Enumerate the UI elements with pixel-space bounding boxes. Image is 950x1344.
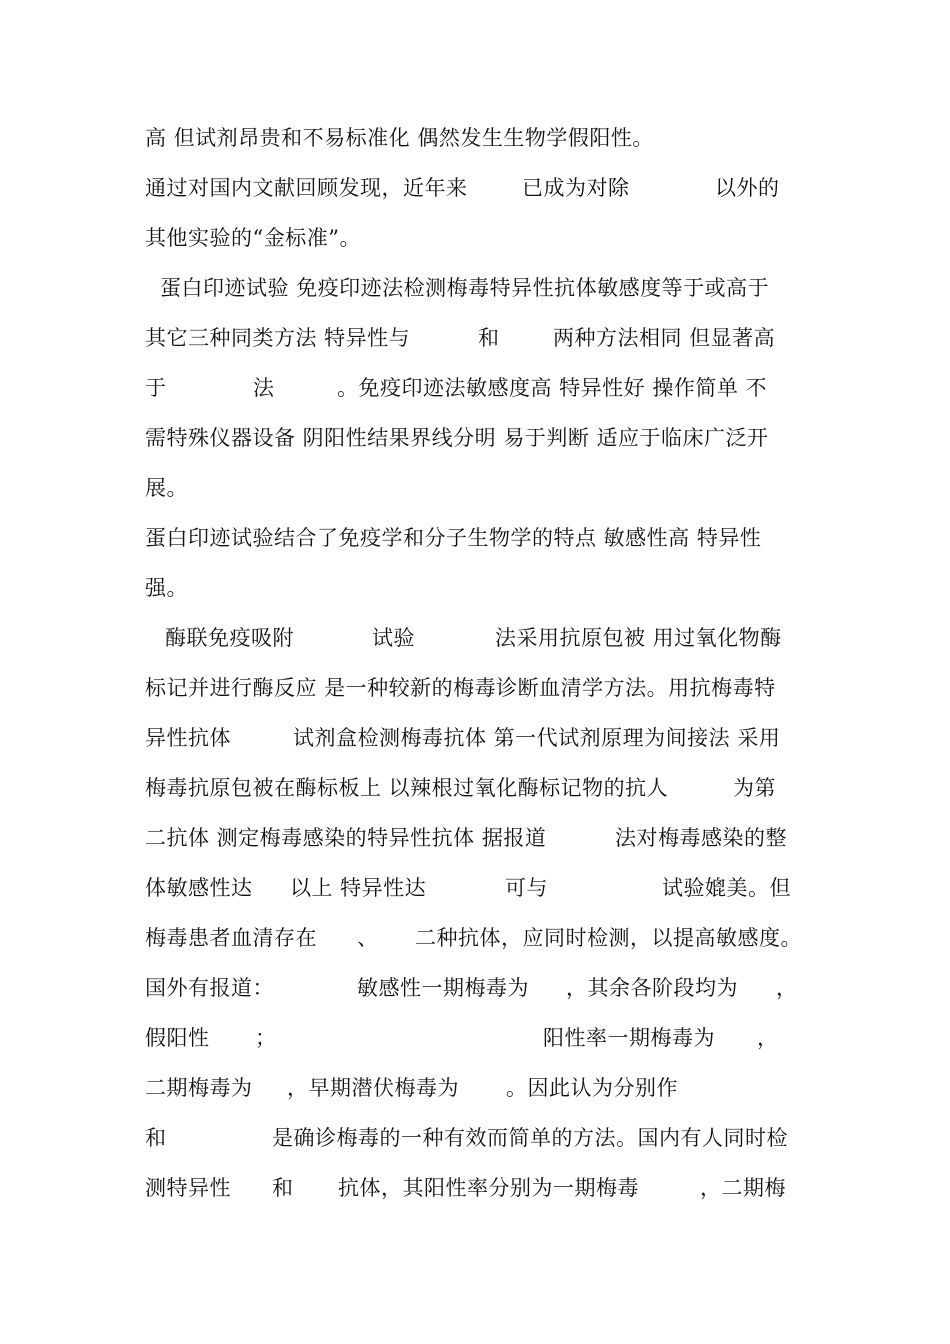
- text-line-2-segment-1: 通过对国内文献回顾发现，近年来: [145, 176, 468, 200]
- text-line-5-segment-2: 和: [478, 326, 500, 350]
- text-line-13-segment-1: 异性抗体: [145, 726, 231, 750]
- text-line-19-segment-3: 阳性率一期梅毒为: [543, 1026, 715, 1050]
- text-line-21-segment-1: 和: [145, 1126, 167, 1150]
- text-line-9-segment-1: 蛋白印迹试验结合了免疫学和分子生物学的特点 敏感性高 特异性: [145, 526, 762, 550]
- text-line-19-segment-2: ；: [255, 1026, 277, 1050]
- text-line-19-segment-1: 假阳性: [145, 1026, 210, 1050]
- text-line-16-segment-3: 可与: [505, 876, 548, 900]
- text-line-17-segment-3: 二种抗体，应同时检测，以提高敏感度。: [415, 926, 802, 950]
- text-line-15-segment-1: 二抗体 测定梅毒感染的特异性抗体 据报道: [145, 826, 547, 850]
- text-line-3-segment-1: 其他实验的“金标准”。: [145, 226, 361, 250]
- text-line-20-segment-2: ，早期潜伏梅毒为: [287, 1076, 459, 1100]
- text-line-22-segment-2: 和: [272, 1176, 294, 1200]
- text-line-5-segment-3: 两种方法相同 但显著高: [553, 326, 776, 350]
- text-line-18-segment-3: ，其余各阶段均为: [566, 976, 738, 1000]
- text-line-6-segment-2: 法: [253, 376, 275, 400]
- text-line-6-segment-3: 。免疫印迹法敏感度高 特异性好 操作简单 不: [337, 376, 768, 400]
- text-line-7-segment-1: 需特殊仪器设备 阴阳性结果界线分明 易于判断 适应于临床广泛开: [145, 426, 769, 450]
- text-line-16-segment-2: 以上 特异性达: [290, 876, 427, 900]
- text-line-12-segment-1: 标记并进行酶反应 是一种较新的梅毒诊断血清学方法。用抗梅毒特: [145, 676, 776, 700]
- text-line-21-segment-2: 是确诊梅毒的一种有效而简单的方法。国内有人同时检: [272, 1126, 788, 1150]
- text-line-10-segment-1: 强。: [145, 576, 188, 600]
- text-line-20-segment-1: 二期梅毒为: [145, 1076, 253, 1100]
- text-line-22-segment-4: ，二期梅: [700, 1176, 786, 1200]
- text-line-6-segment-1: 于: [145, 376, 167, 400]
- text-line-16-segment-4: 试验媲美。但: [662, 876, 791, 900]
- text-line-13-segment-2: 试剂盒检测梅毒抗体 第一代试剂原理为间接法 采用: [293, 726, 781, 750]
- text-line-22-segment-1: 测特异性: [145, 1176, 231, 1200]
- text-line-18-segment-4: ，: [776, 976, 798, 1000]
- text-line-16-segment-1: 体敏感性达: [145, 876, 253, 900]
- text-line-5-segment-1: 其它三种同类方法 特异性与: [145, 326, 411, 350]
- text-line-2-segment-2: 已成为对除: [522, 176, 630, 200]
- text-line-11-segment-1: 酶联免疫吸附: [165, 626, 294, 650]
- text-line-8-segment-1: 展。: [145, 476, 188, 500]
- text-line-19-segment-4: ，: [757, 1026, 779, 1050]
- text-line-18-segment-1: 国外有报道：: [145, 976, 274, 1000]
- text-line-17-segment-1: 梅毒患者血清存在: [145, 926, 317, 950]
- text-line-22-segment-3: 抗体，其阳性率分别为一期梅毒: [338, 1176, 639, 1200]
- text-line-18-segment-2: 敏感性一期梅毒为: [357, 976, 529, 1000]
- text-line-1-segment-1: 高 但试剂昂贵和不易标准化 偶然发生生物学假阳性。: [145, 126, 654, 150]
- text-line-14-segment-1: 梅毒抗原包被在酶标板上 以辣根过氧化酶标记物的抗人: [145, 776, 669, 800]
- text-line-17-segment-2: 、: [357, 926, 379, 950]
- text-line-4-segment-1: 蛋白印迹试验 免疫印迹法检测梅毒特异性抗体敏感度等于或高于: [160, 276, 770, 300]
- text-line-15-segment-2: 法对梅毒感染的整: [615, 826, 787, 850]
- text-line-20-segment-3: 。因此认为分别作: [506, 1076, 678, 1100]
- text-line-11-segment-3: 法采用抗原包被 用过氧化物酶: [495, 626, 782, 650]
- text-line-2-segment-3: 以外的: [715, 176, 780, 200]
- text-line-11-segment-2: 试验: [372, 626, 415, 650]
- text-line-14-segment-2: 为第: [733, 776, 776, 800]
